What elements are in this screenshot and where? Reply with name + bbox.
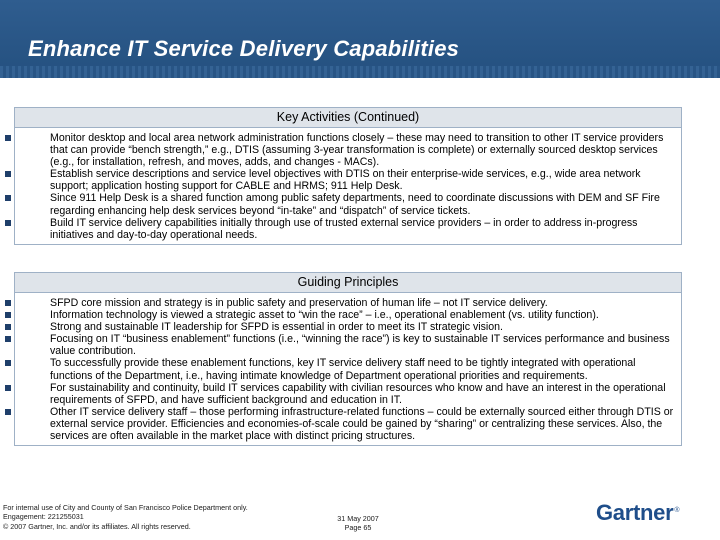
key-activities-header: Key Activities (Continued): [15, 108, 681, 128]
square-bullet-icon: [5, 195, 11, 201]
footer-date-page: [333, 514, 383, 533]
bullet-text: Build IT service delivery capabilities initially through use of trusted external service providers – in order to address in-progress initiatives and day-to-day operational needs.: [50, 216, 638, 241]
bullet-text: To successfully provide these enablement functions, key IT service delivery staff need to be tightly integrated with operational functions of the Department, i.e., having intimate knowledge of Department operational priorities and requirements.: [50, 357, 636, 382]
list-item: [17, 321, 679, 333]
bullet-text: Monitor desktop and local area network administration functions closely – these may need to transition to other IT service providers that can provide “bench strength,” e.g., DTIS (assuming 3-year transformation is complete) or externally sourced desktop services (e.g., for installation, refresh, and moves, adds, and changes - MACs).: [50, 132, 664, 169]
bullet-text: Establish service descriptions and service level objectives with DTIS on their enterprise-wide services, e.g., wide area network support; application hosting support for CABLE and HRMS; 911 Help Desk.: [50, 168, 641, 193]
guiding-principles-list: [15, 293, 681, 445]
title-stripe: [0, 66, 720, 78]
list-item: [17, 297, 679, 309]
registered-mark: ®: [674, 506, 680, 514]
key-activities-list: [15, 128, 681, 244]
list-item: [17, 406, 679, 442]
bullet-text: Focusing on IT “business enablement” functions (i.e., “winning the race”) is key to sustainable IT services performance and business value contribution.: [50, 333, 670, 358]
square-bullet-icon: [5, 336, 11, 342]
list-item: [17, 309, 679, 321]
bullet-text: Information technology is viewed a strategic asset to “win the race” – i.e., operational enablement (vs. utility function).: [50, 309, 599, 322]
square-bullet-icon: [5, 171, 11, 177]
guiding-principles-header: Guiding Principles: [15, 273, 681, 293]
footer-date: 31 May 2007: [337, 514, 379, 523]
square-bullet-icon: [5, 312, 11, 318]
square-bullet-icon: [5, 409, 11, 415]
gartner-logo: [596, 500, 679, 526]
square-bullet-icon: [5, 360, 11, 366]
list-item: [17, 382, 679, 406]
title-band: [0, 0, 720, 78]
list-item: [17, 217, 679, 241]
key-activities-panel: [14, 107, 682, 245]
bullet-text: Other IT service delivery staff – those performing infrastructure-related functions – could be externally sourced either through DTIS or external service provider. Efficiencies and economies-of-scale could be gained by “sharing” or centralizing these services. Also, the services are often available in the market place with distinct pricing structures.: [50, 405, 674, 443]
bullet-text: Strong and sustainable IT leadership for SFPD is essential in order to meet its IT strategic vision.: [50, 321, 504, 334]
footer-copyright: © 2007 Gartner, Inc. and/or its affiliates. All rights reserved.: [3, 521, 191, 531]
square-bullet-icon: [5, 220, 11, 226]
square-bullet-icon: [5, 385, 11, 391]
guiding-principles-panel: [14, 272, 682, 446]
logo-text: Gartner: [596, 500, 674, 525]
footer-engagement: Engagement: 221255031: [3, 512, 84, 522]
square-bullet-icon: [5, 324, 11, 330]
square-bullet-icon: [5, 300, 11, 306]
bullet-text: Since 911 Help Desk is a shared function among public safety departments, need to coordinate discussions with DEM and SF Fire regarding enhancing help desk services beyond “in-take” and “dispatch” of service tickets.: [50, 192, 660, 217]
footer-disclaimer: [3, 503, 248, 531]
page-number: Page 65: [344, 523, 372, 533]
list-item: [17, 168, 679, 192]
list-item: [17, 192, 679, 216]
bullet-text: For sustainability and continuity, build IT services capability with civilian resources who know and have an interest in the operational requirements of SFPD, and have sufficient background and education in IT.: [50, 381, 666, 406]
square-bullet-icon: [5, 135, 11, 141]
list-item: [17, 132, 679, 168]
list-item: [17, 333, 679, 357]
list-item: [17, 357, 679, 381]
bullet-text: SFPD core mission and strategy is in public safety and preservation of human life – not IT service delivery.: [50, 297, 548, 309]
slide-title: Enhance IT Service Delivery Capabilities: [28, 36, 460, 61]
footer-usage-note: For internal use of City and County of San Francisco Police Department only.: [3, 503, 248, 512]
